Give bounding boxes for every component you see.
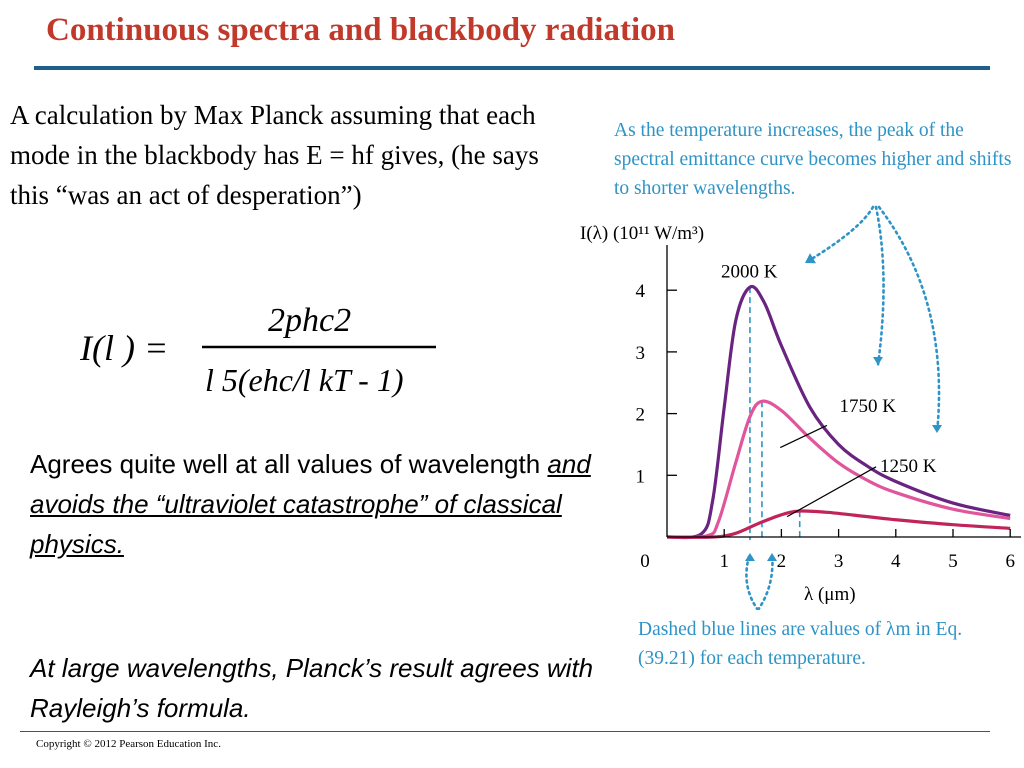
bullet-agrees xyxy=(30,444,595,564)
label-leader-1750k xyxy=(780,425,827,447)
footer-divider xyxy=(20,731,990,732)
planck-formula xyxy=(80,285,460,405)
title-divider xyxy=(34,66,990,70)
series-label-1250k: 1250 K xyxy=(880,455,937,477)
formula-denominator: l 5(ehc/l kT - 1) xyxy=(205,362,404,398)
x-tick-label: 1 xyxy=(719,551,729,572)
chart-x-axis-label: λ (μm) xyxy=(804,584,856,605)
bullet-large-wavelengths: At large wavelengths, Planck’s result agrees with Rayleigh’s formula. xyxy=(30,653,594,723)
formula-numerator: 2phc2 xyxy=(268,302,352,339)
annotation-arrow-bottom xyxy=(758,553,772,610)
x-tick-label: 3 xyxy=(833,551,844,572)
x-tick-label: 0 xyxy=(640,551,650,572)
series-label-2000k: 2000 K xyxy=(721,261,778,283)
arrowhead xyxy=(932,425,942,433)
arrowhead xyxy=(767,553,777,561)
blackbody-spectrum-chart xyxy=(560,205,1022,610)
figure-caption-top: As the temperature increases, the peak of the spectral emittance curve becomes higher and shifts to shorter wavelengths. xyxy=(614,120,1012,199)
y-tick-label: 1 xyxy=(635,466,645,488)
figure-caption-bottom: Dashed blue lines are values of λm in Eq. (39.21) for each temperature. xyxy=(638,619,963,669)
slide-title: Continuous spectra and blackbody radiation xyxy=(46,12,675,48)
series-label-1750k: 1750 K xyxy=(839,396,896,418)
formula-lhs: I(l ) = xyxy=(80,328,169,368)
x-tick-label: 6 xyxy=(1005,551,1015,572)
copyright: Copyright © 2012 Pearson Education Inc. xyxy=(36,738,221,750)
annotation-arrow-bottom xyxy=(746,553,758,610)
arrowhead xyxy=(745,553,755,561)
y-tick-label: 3 xyxy=(635,342,645,364)
label-leader-1250k xyxy=(787,467,876,517)
x-tick-label: 2 xyxy=(776,551,787,572)
x-tick-label: 5 xyxy=(948,551,958,572)
bullet-agrees-plain: Agrees quite well at all values of wavelength xyxy=(30,449,548,479)
arrowhead xyxy=(873,357,883,365)
y-tick-label: 4 xyxy=(635,281,645,303)
intro-text: A calculation by Max Planck assuming that each mode in the blackbody has E = hf gives, (he says this “was an act of desperation”) xyxy=(10,100,539,210)
y-tick-label: 2 xyxy=(635,404,645,426)
annotation-arrow-top xyxy=(876,207,884,365)
chart-y-axis-label: I(λ) (10¹¹ W/m³) xyxy=(580,223,705,244)
annotation-arrow-top xyxy=(805,207,873,263)
x-tick-label: 4 xyxy=(891,551,901,572)
bullet-agrees-underlined: and avoids the “ultraviolet catastrophe” of classical physics. xyxy=(30,449,591,559)
